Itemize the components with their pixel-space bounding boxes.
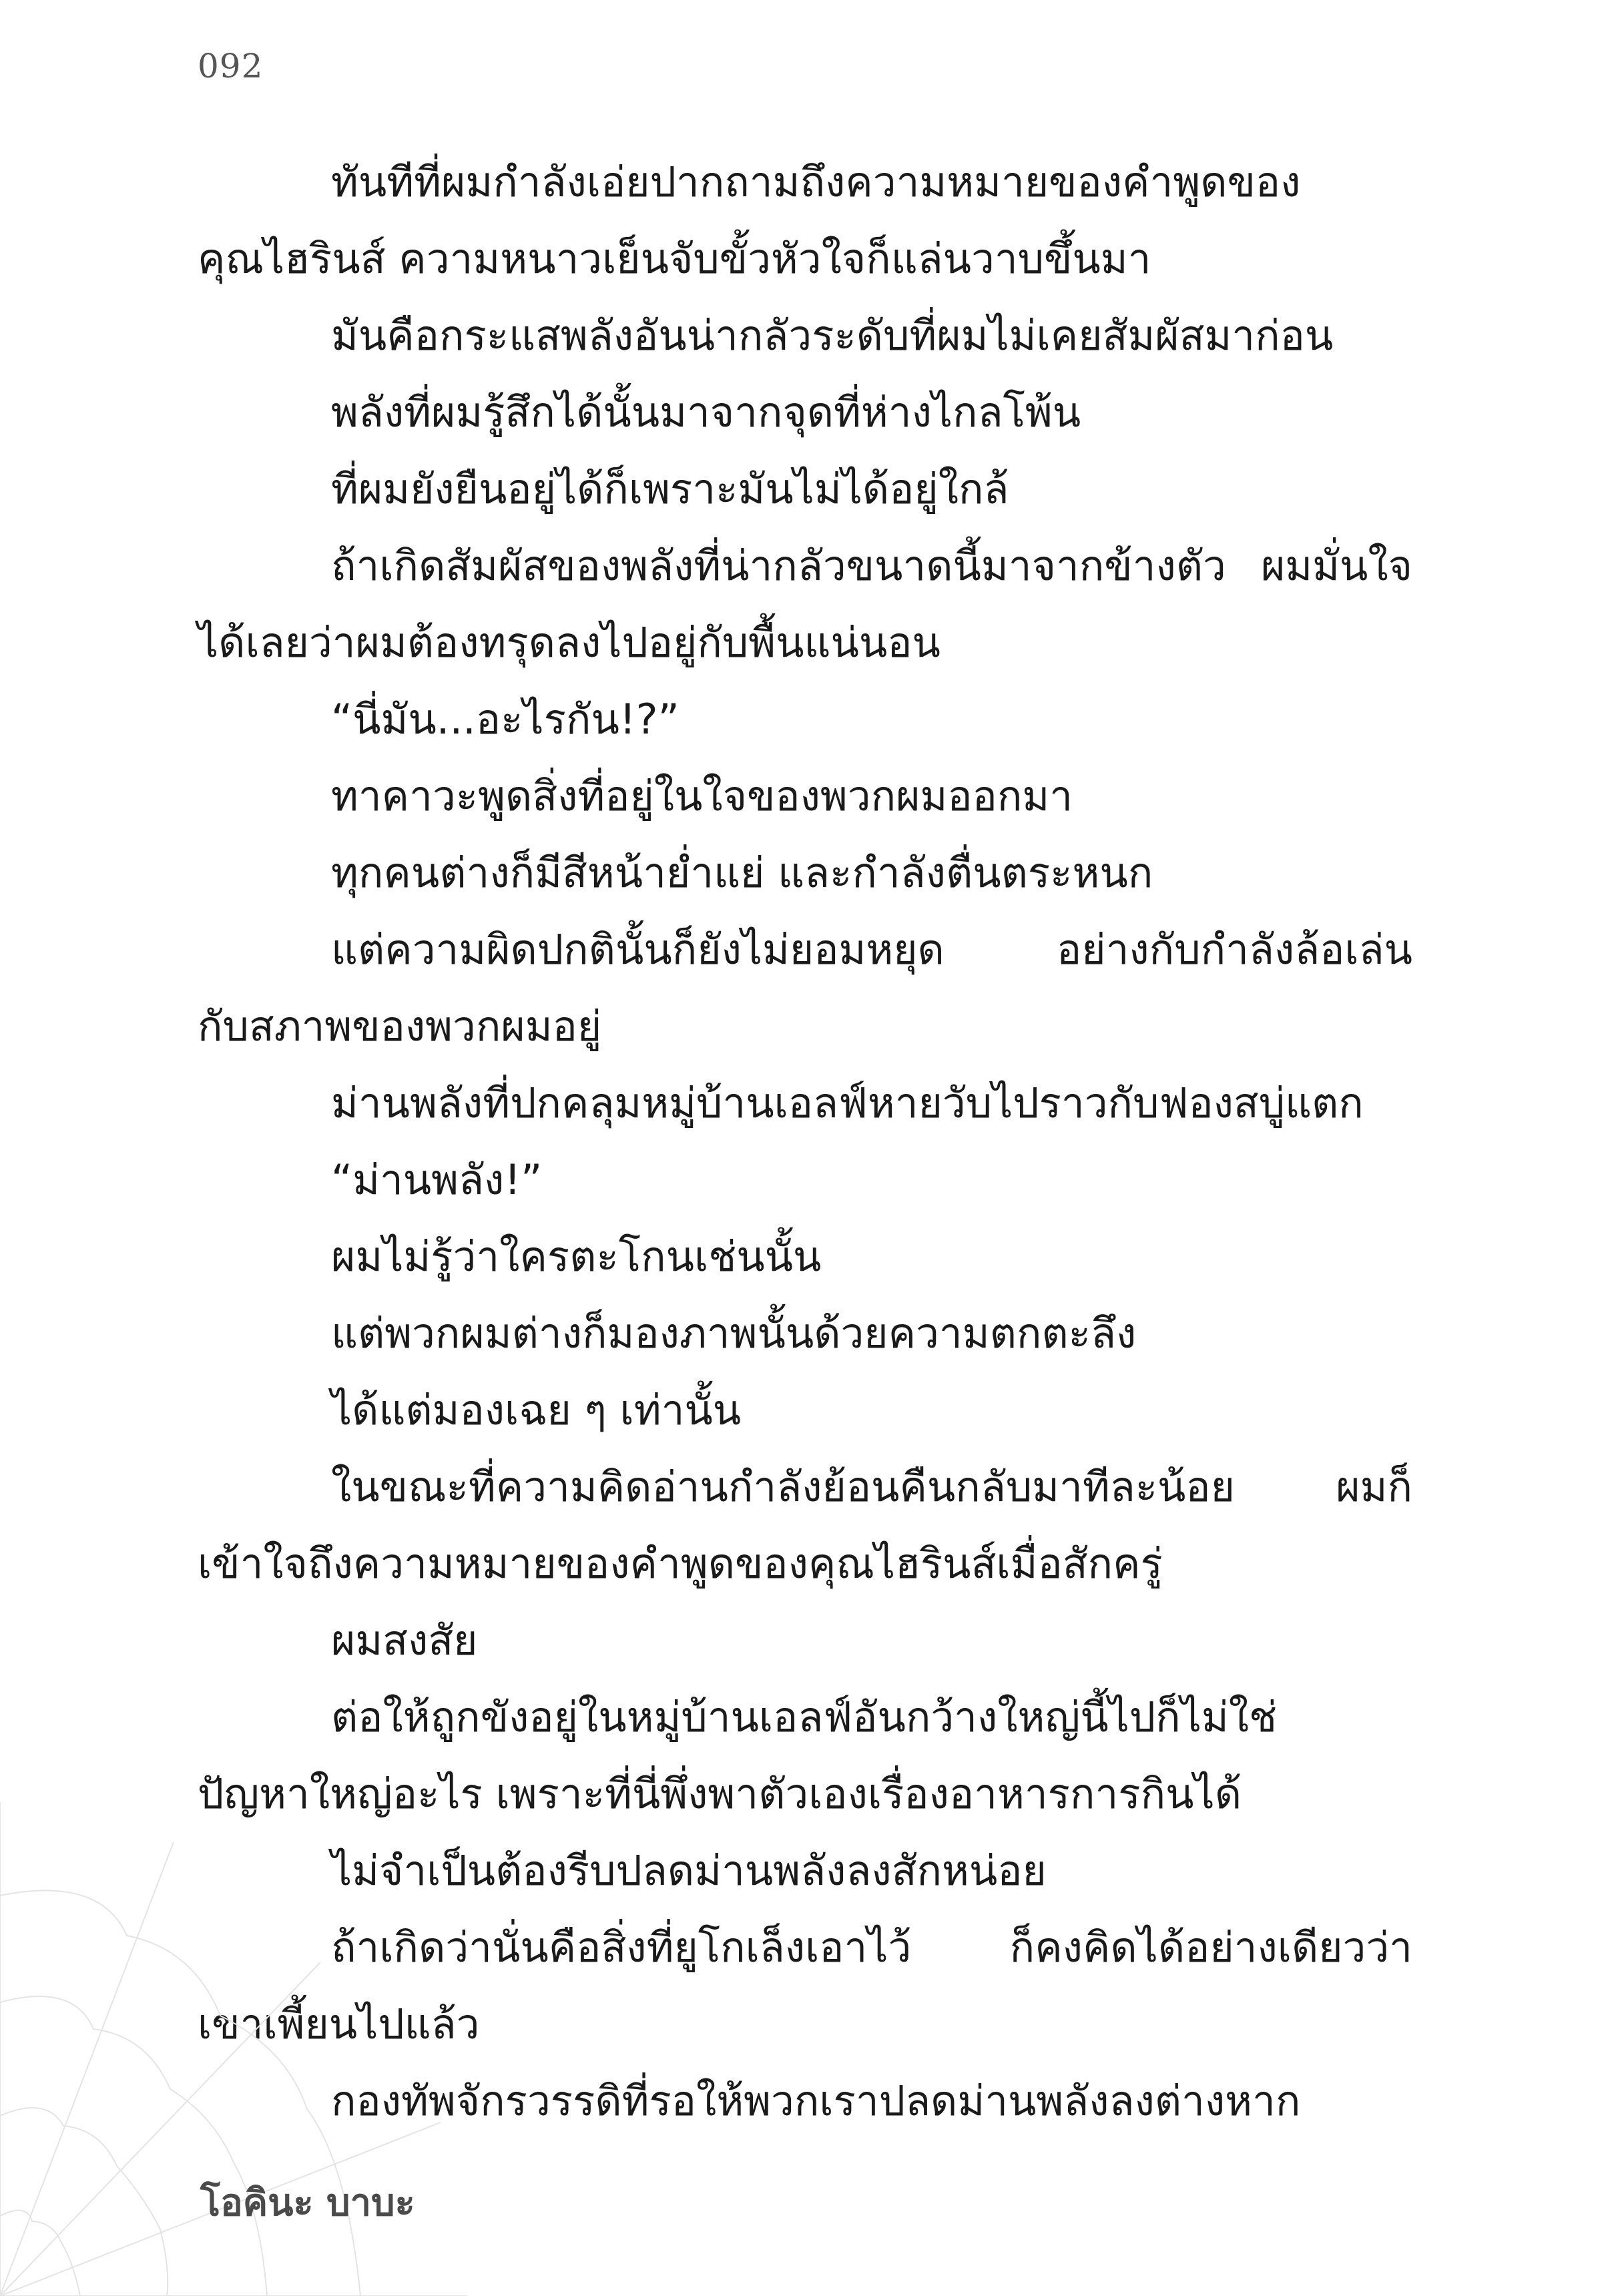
text-line: แต่พวกผมต่างก็มองภาพนั้นด้วยความตกตะลึง (331, 1309, 1137, 1358)
text-line: เข้าใจถึงความหมายของคำพูดของคุณไฮรินส์เมื่อสักครู่ (198, 1539, 1163, 1588)
text-line: “นี่มัน...อะไรกัน!?” (331, 695, 680, 744)
text-line: ได้แต่มองเฉย ๆ เท่านั้น (331, 1386, 742, 1434)
text-line: ต่อให้ถูกขังอยู่ในหมู่บ้านเอลฟ์อันกว้างใหญ่นี้ไปก็ไม่ใช่ (331, 1693, 1278, 1741)
text-line: ไม่จำเป็นต้องรีบปลดม่านพลังลงสักหน่อย (331, 1846, 1047, 1895)
text-line: แต่ความผิดปกตินั้นก็ยังไม่ยอมหยุด อย่างกับกำลังล้อเล่น (331, 925, 1412, 974)
text-line: คุณไฮรินส์ ความหนาวเย็นจับขั้วหัวใจก็แล่นวาบขึ้นมา (198, 234, 1151, 283)
text-line: ผมไม่รู้ว่าใครตะโกนเช่นนั้น (331, 1232, 822, 1281)
text-line: ทุกคนต่างก็มีสีหน้าย่ำแย่ และกำลังตื่นตระหนก (331, 848, 1153, 897)
text-line: กองทัพจักรวรรดิที่รอให้พวกเราปลดม่านพลังลงต่างหาก (331, 2076, 1301, 2125)
text-line: ม่านพลังที่ปกคลุมหมู่บ้านเอลฟ์หายวับไปราวกับฟองสบู่แตก (331, 1079, 1364, 1127)
text-line: ทาคาวะพูดสิ่งที่อยู่ในใจของพวกผมออกมา (331, 772, 1073, 820)
author-name: โอคินะ บาบะ (200, 2181, 415, 2225)
page-number: 092 (198, 47, 264, 85)
text-line: ในขณะที่ความคิดอ่านกำลังย้อนคืนกลับมาทีละน้อย ผมก็ (331, 1462, 1412, 1511)
text-line: ปัญหาใหญ่อะไร เพราะที่นี่พึ่งพาตัวเองเรื่องอาหารการกินได้ (198, 1769, 1242, 1818)
text-line: ทันทีที่ผมกำลังเอ่ยปากถามถึงความหมายของคำพูดของ (331, 158, 1301, 206)
text-line: ผมสงสัย (331, 1616, 478, 1665)
text-line: พลังที่ผมรู้สึกได้นั้นมาจากจุดที่ห่างไกลโพ้น (331, 388, 1081, 437)
text-line: ที่ผมยังยืนอยู่ได้ก็เพราะมันไม่ได้อยู่ใกล้ (331, 465, 1009, 513)
text-line: ถ้าเกิดสัมผัสของพลังที่น่ากลัวขนาดนี้มาจากข้างตัว ผมมั่นใจ (331, 541, 1412, 590)
text-line: ถ้าเกิดว่านั่นคือสิ่งที่ยูโกเล็งเอาไว้ ก็คงคิดได้อย่างเดียวว่า (331, 1923, 1412, 1972)
text-line: มันคือกระแสพลังอันน่ากลัวระดับที่ผมไม่เคยสัมผัสมาก่อน (331, 311, 1334, 360)
text-line: ได้เลยว่าผมต้องทรุดลงไปอยู่กับพื้นแน่นอน (198, 618, 941, 667)
text-line: เขาเพี้ยนไปแล้ว (198, 2000, 480, 2048)
text-line: กับสภาพของพวกผมอยู่ (198, 1002, 602, 1051)
text-line: “ม่านพลัง!” (331, 1155, 543, 1204)
